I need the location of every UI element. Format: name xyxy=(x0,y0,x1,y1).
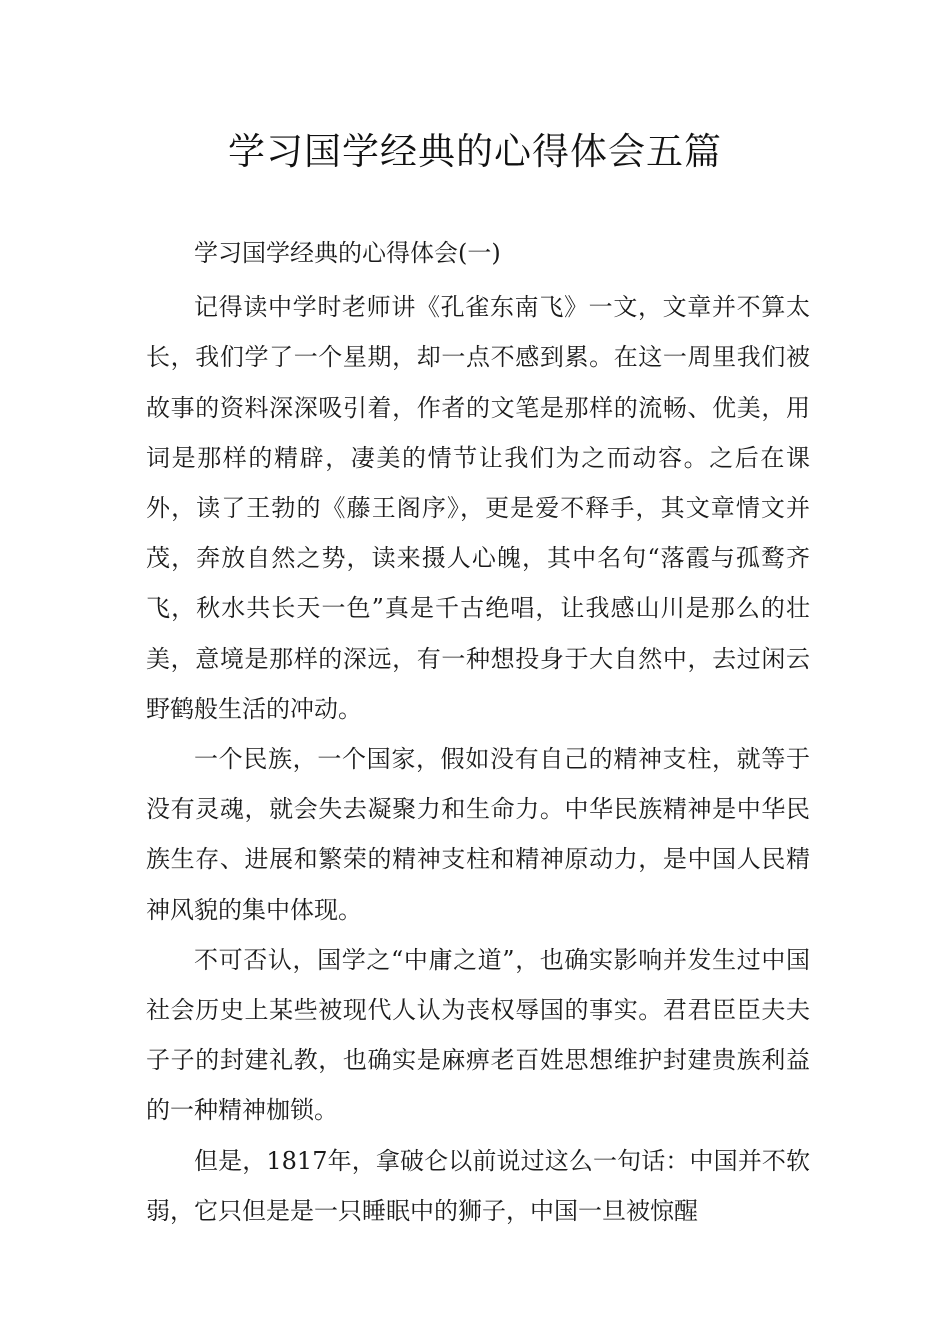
document-title: 学习国学经典的心得体会五篇 xyxy=(228,130,722,173)
paragraph-1: 记得读中学时老师讲《孔雀东南飞》一文，文章并不算太长，我们学了一个星期，却一点不感到累。在这一周里我们被故事的资料深深吸引着，作者的文笔是那样的流畅、优美，用词是那样的精辟，凄美的情节让我们为之而动容。之后在课外，读了王勃的《藤王阁序》，更是爱不释手，其文章情文并茂，奔放自然之势，读来摄人心魄，其中名句“落霞与孤鹜齐飞，秋水共长天一色”真是千古绝唱，让我感山川是那么的壮美，意境是那样的深远，有一种想投身于大自然中，去过闲云野鹤般生活的冲动。 xyxy=(146,293,810,723)
paragraph-2: 一个民族，一个国家，假如没有自己的精神支柱，就等于没有灵魂，就会失去凝聚力和生命力。中华民族精神是中华民族生存、进展和繁荣的精神支柱和精神原动力，是中国人民精神风貌的集中体现。 xyxy=(146,745,810,924)
document-body xyxy=(146,228,810,1236)
paragraph-3: 不可否认，国学之“中庸之道”，也确实影响并发生过中国社会历史上某些被现代人认为丧权辱国的事实。君君臣臣夫夫子子的封建礼教，也确实是麻痹老百姓思想维护封建贵族利益的一种精神枷锁。 xyxy=(146,945,810,1125)
section-heading: 学习国学经典的心得体会(一) xyxy=(194,239,501,267)
paragraph-4: 但是，1817年，拿破仑以前说过这么一句话：中国并不软弱，它只但是是一只睡眠中的狮子，中国一旦被惊醒 xyxy=(146,1146,810,1225)
